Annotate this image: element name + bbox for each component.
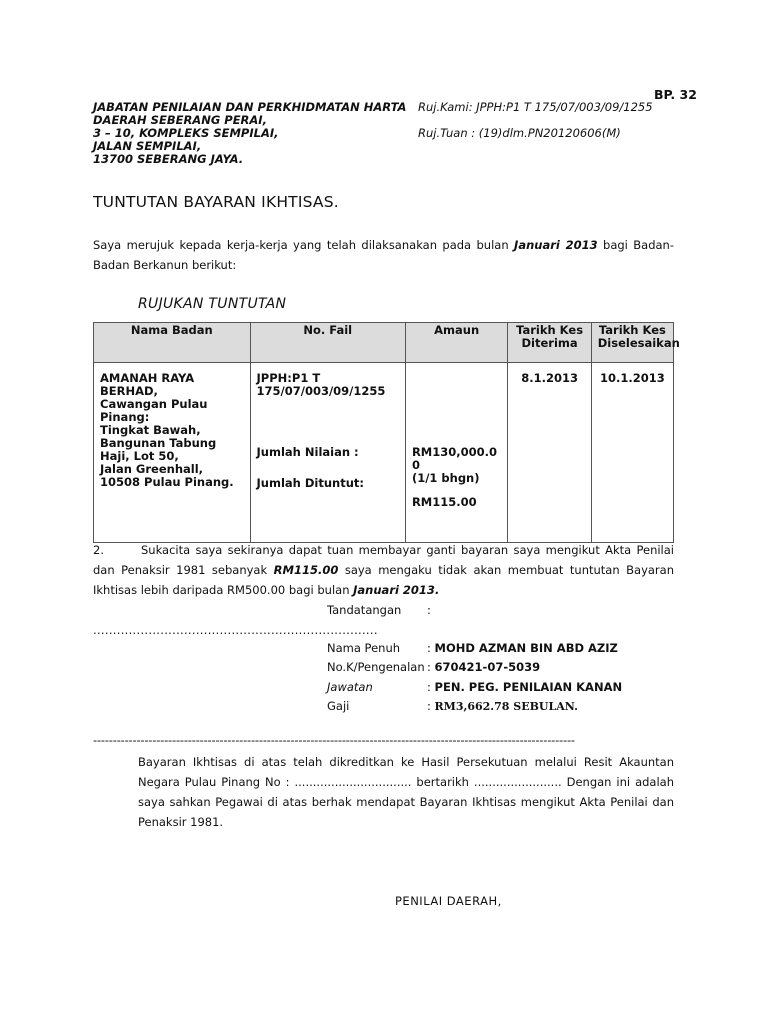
gaji-label: Gaji [327,699,350,713]
paragraph-3: Bayaran Ikhtisas di atas telah dikreditkan ke Hasil Persekutuan melalui Resit Akauntan Negara Pulau Pinang No : ................................ bertarikh ........................ Dengan ini adalah saya sahkan Pegawai di atas berhak mendapat Bayaran Ikhtisas mengikut Akta Penilai dan Penaksir 1981. [138,755,674,829]
header-no-fail: No. Fail [250,323,405,363]
divider-line: -------------------------------------------------------------------------------------------------------------------------- [93,733,575,747]
document-code: BP. 32 [654,87,697,102]
colon: : [427,660,431,674]
address-line: JALAN SEMPILAI, [93,139,202,153]
header-nama-badan: Nama Badan [94,323,251,363]
jumlah-dituntut-label: Jumlah Dituntut: [256,476,365,490]
jawatan-value: PEN. PEG. PENILAIAN KANAN [434,680,623,694]
address-line: JABATAN PENILAIAN DAN PERKHIDMATAN HARTA [93,100,407,114]
ic-value: 670421-07-5039 [434,660,541,674]
para2-text-2: saya mengaku tidak akan membuat tuntutan Bayaran Ikhtisas lebih daripada RM500.00 bagi bulan [93,563,674,597]
sender-address [93,101,406,166]
colon: : [427,641,431,655]
nama-badan-line: 10508 Pulau Pinang. [100,475,234,489]
jawatan-row [327,680,622,694]
table-row [94,363,674,543]
table-title: RUJUKAN TUNTUTAN [138,296,287,312]
ic-label: No.K/Pengenalan [327,660,425,674]
jumlah-nilaian-label: Jumlah Nilaian : [256,445,359,459]
ruj-tuan: Ruj.Tuan : (19)dlm.PN20120606(M) [418,126,621,140]
address-line: 3 – 10, KOMPLEKS SEMPILAI, [93,126,279,140]
para2-month: Januari 2013. [353,583,440,597]
document-title: TUNTUTAN BAYARAN IKHTISAS. [93,193,339,211]
jawatan-label: Jawatan [327,680,373,694]
intro-text: Saya merujuk kepada kerja-kerja yang telah dilaksanakan pada bulan [93,238,515,252]
claims-table [93,322,680,543]
cell-no-fail [250,363,405,543]
nama-badan-line: Cawangan Pulau Pinang: [100,397,208,424]
colon: : [427,680,431,694]
intro-month: Januari 2013 [514,238,598,252]
ic-row [327,660,540,674]
colon: : [427,699,431,713]
address-line: DAERAH SEBERANG PERAI, [93,113,267,127]
header-tarikh-diselesaikan: Tarikh Kes Diselesaikan [591,323,673,363]
header-amaun: Amaun [405,323,507,363]
tandatangan-label: Tandatangan [327,603,402,617]
paragraph-number: 2. [93,543,104,557]
paragraph-2 [93,540,674,600]
signature-line: ........................................................................ [93,623,378,637]
cell-tarikh-diterima [508,363,591,543]
colon: : [427,603,431,617]
intro-paragraph [93,235,674,275]
amaun-nilaian: RM130,000.00 [411,445,497,472]
nama-badan-line: Bangunan Tabung Haji, Lot 50, [100,436,217,463]
para2-amount: RM115.00 [273,563,339,577]
gaji-value: RM3,662.78 SEBULAN. [434,700,578,713]
header-tarikh-diterima: Tarikh Kes Diterima [508,323,591,363]
gaji-row [327,699,578,713]
nama-label: Nama Penuh [327,641,401,655]
nama-row [327,641,618,655]
tarikh-diterima-value: 8.1.2013 [521,371,578,385]
reference-block [418,101,653,140]
para2-text: Sukacita saya sekiranya dapat tuan membayar ganti bayaran saya mengikut Akta Penilai dan Penaksir 1981 sebanyak [93,543,674,577]
no-fail-value: JPPH:P1 T 175/07/003/09/1255 [256,371,386,398]
nama-badan-line: Jalan Greenhall, [100,462,204,476]
table-header-row [94,323,674,363]
cell-nama-badan [94,363,251,543]
amaun-bahagian: (1/1 bhgn) [411,471,480,485]
tarikh-diselesaikan-value: 10.1.2013 [600,371,665,385]
closing-signatory: PENILAI DAERAH, [395,894,502,908]
cell-amaun [405,363,507,543]
ruj-kami: Ruj.Kami: JPPH:P1 T 175/07/003/09/1255 [418,100,653,114]
cell-tarikh-diselesaikan [591,363,673,543]
intro-text-end: bagi Badan-Badan Berkanun berikut: [93,238,674,272]
nama-badan-line: Tingkat Bawah, [100,423,201,437]
nama-value: MOHD AZMAN BIN ABD AZIZ [434,641,618,655]
address-line: 13700 SEBERANG JAYA. [93,152,244,166]
nama-badan-line: AMANAH RAYA BERHAD, [100,371,195,398]
signature-row [327,603,431,617]
amaun-dituntut: RM115.00 [411,495,477,509]
